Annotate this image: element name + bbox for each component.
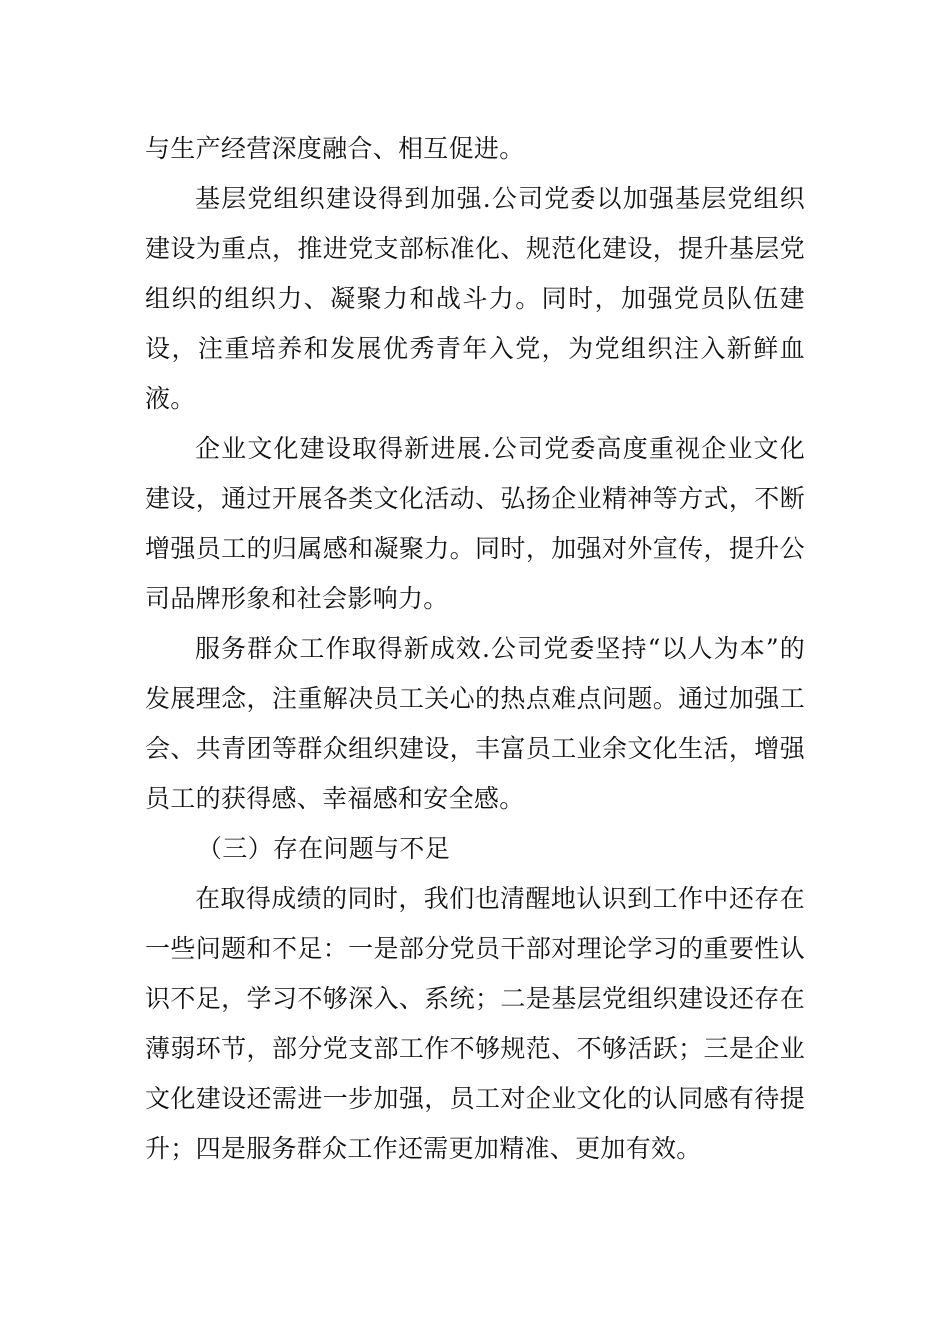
paragraph-corporate-culture: 企业文化建设取得新进展.公司党委高度重视企业文化建设，通过开展各类文化活动、弘扬企业精神等方式，不断增强员工的归属感和凝聚力。同时，加强对外宣传，提升公司品牌形象和社会影响力。 xyxy=(145,434,805,613)
paragraph-problems: 在取得成绩的同时，我们也清醒地认识到工作中还存在一些问题和不足：一是部分党员干部对理论学习的重要性认识不足，学习不够深入、系统；二是基层党组织建设还存在薄弱环节，部分党支部工作不够规范、不够活跃；三是企业文化建设还需进一步加强，员工对企业文化的认同感有待提升；四是服务群众工作还需更加精准、更加有效。 xyxy=(145,884,805,1163)
paragraph-party-organization: 基层党组织建设得到加强.公司党委以加强基层党组织建设为重点，推进党支部标准化、规范化建设，提升基层党组织的组织力、凝聚力和战斗力。同时，加强党员队伍建设，注重培养和发展优秀青年入党，为党组织注入新鲜血液。 xyxy=(145,184,805,413)
paragraph-continuation: 与生产经营深度融合、相互促进。 xyxy=(145,134,525,163)
document-body xyxy=(145,124,805,1174)
paragraph-serving-masses: 服务群众工作取得新成效.公司党委坚持“以人为本”的发展理念，注重解决员工关心的热点难点问题。通过加强工会、共青团等群众组织建设，丰富员工业余文化生活，增强员工的获得感、幸福感和安全感。 xyxy=(145,634,805,813)
section-heading-problems: （三）存在问题与不足 xyxy=(197,834,451,863)
